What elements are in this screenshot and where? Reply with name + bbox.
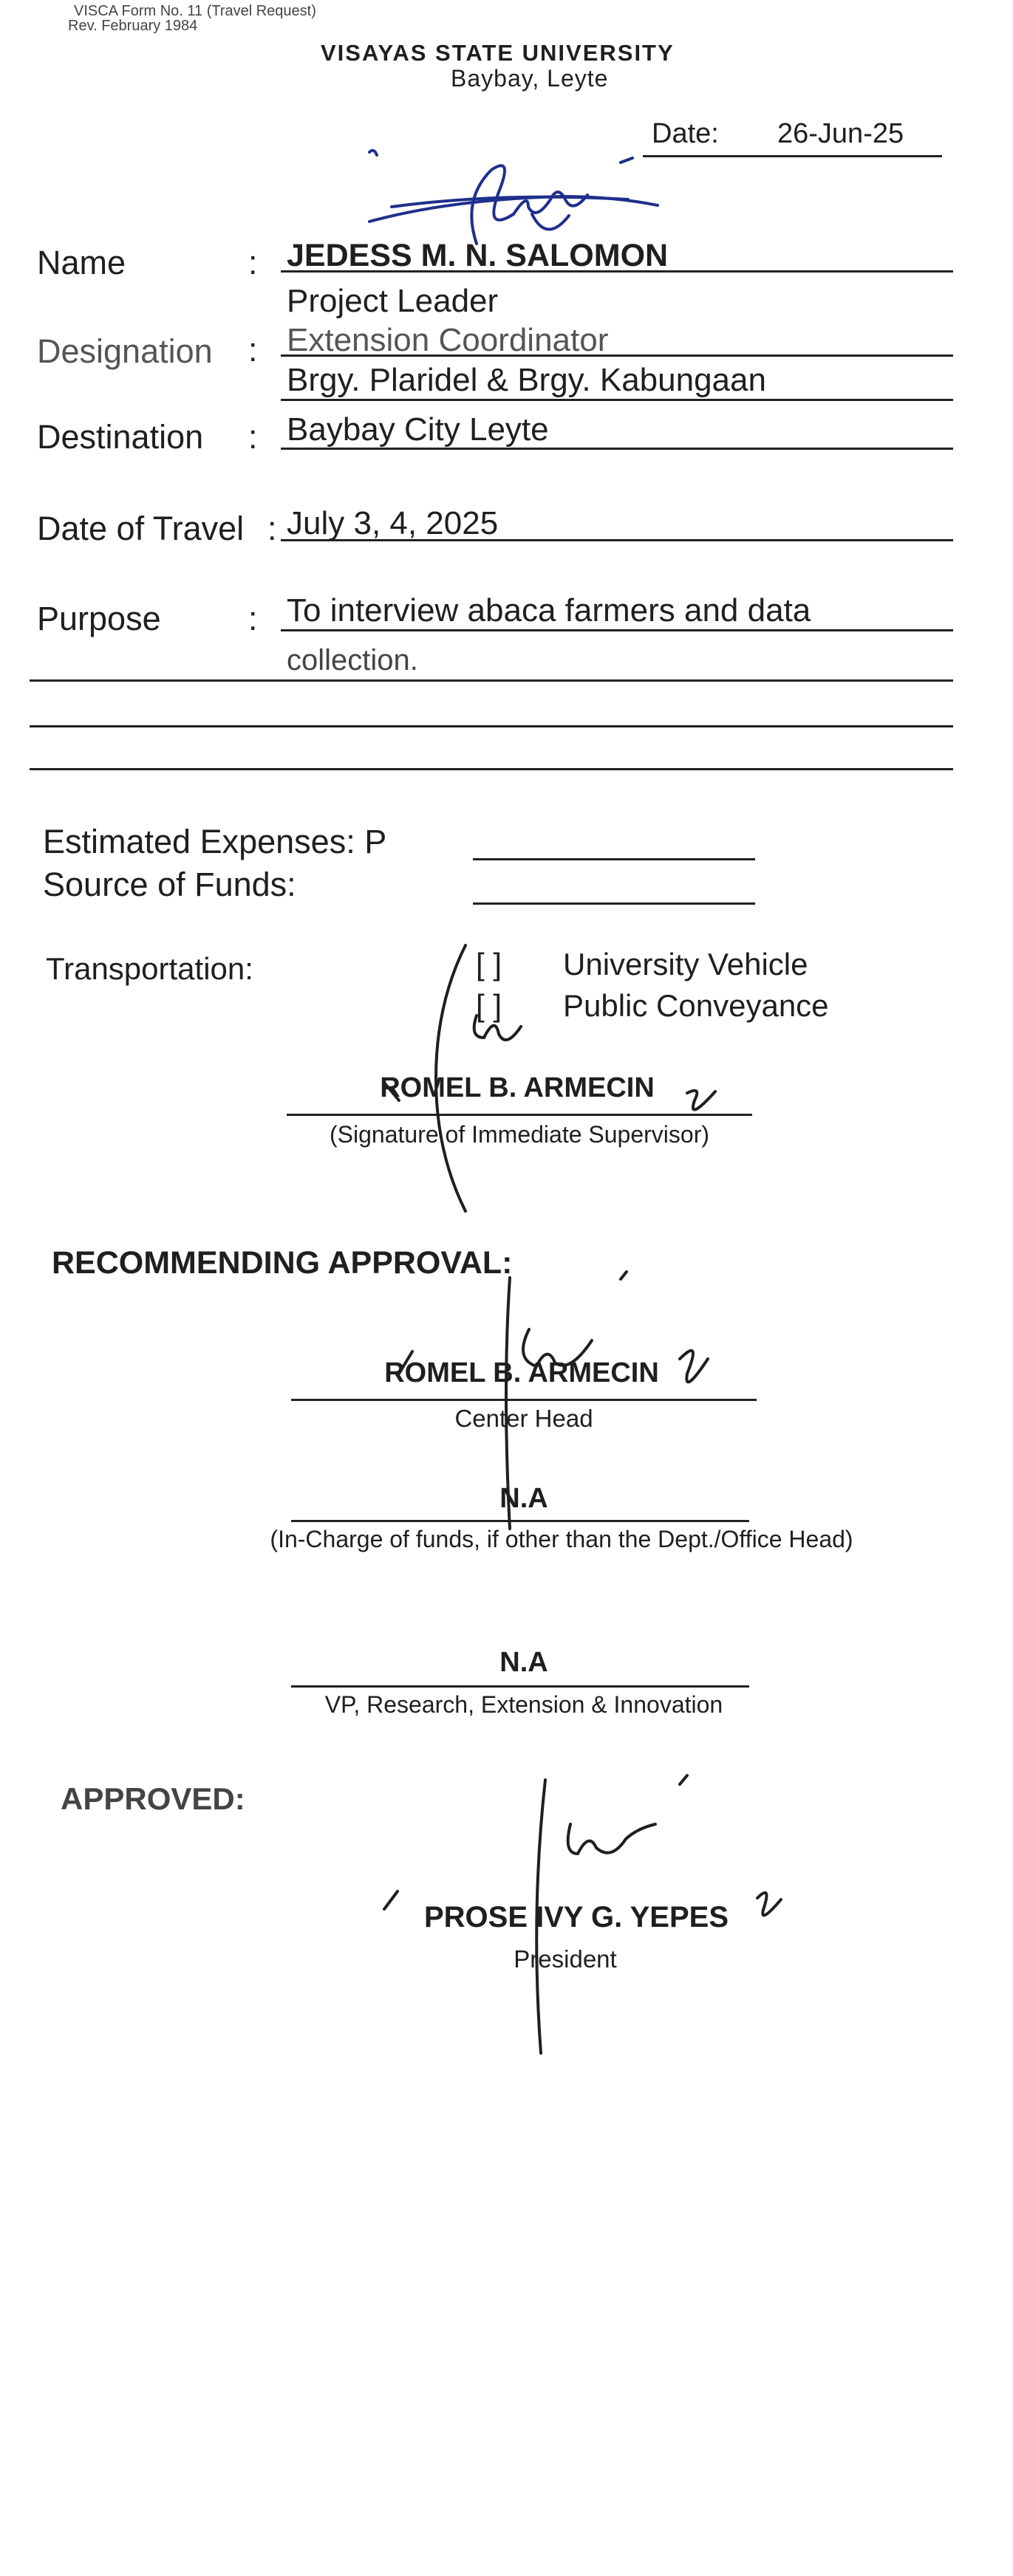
purpose-line-1: To interview abaca farmers and data	[287, 592, 811, 628]
university-vehicle-label: University Vehicle	[563, 947, 808, 982]
president-title: President	[514, 1945, 617, 1973]
purpose-underline-4	[30, 768, 953, 770]
purpose-underline-1	[281, 629, 953, 631]
destination-underline	[281, 448, 953, 450]
destination-line-1-underline	[281, 399, 953, 401]
name-underline	[281, 270, 953, 273]
public-conveyance-label: Public Conveyance	[563, 988, 829, 1023]
travel-date-colon: :	[267, 510, 277, 547]
name-value: JEDESS M. N. SALOMON	[287, 238, 669, 273]
university-name: VISAYAS STATE UNIVERSITY	[321, 40, 675, 66]
purpose-line-2: collection.	[287, 644, 418, 676]
date-label: Date:	[652, 118, 719, 149]
date-value: 26-Jun-25	[777, 118, 904, 149]
supervisor-name: ROMEL B. ARMECIN	[380, 1072, 655, 1103]
designation-label: Designation	[37, 332, 213, 370]
name-colon: :	[248, 244, 258, 281]
traveler-signature	[347, 148, 702, 251]
estimated-expenses-label: Estimated Expenses: P	[43, 823, 387, 860]
center-head-title: Center Head	[454, 1405, 593, 1432]
travel-date-value: July 3, 4, 2025	[287, 505, 499, 541]
travel-date-label: Date of Travel	[37, 510, 245, 547]
supervisor-title: (Signature of Immediate Supervisor)	[330, 1121, 709, 1148]
designation-value: Extension Coordinator	[287, 322, 609, 358]
destination-line-1: Brgy. Plaridel & Brgy. Kabungaan	[287, 362, 766, 398]
supervisor-signature	[369, 931, 783, 1211]
president-name: PROSE IVY G. YEPES	[423, 1901, 729, 1933]
destination-value: Baybay City Leyte	[287, 411, 549, 448]
university-location: Baybay, Leyte	[451, 65, 609, 92]
project-role: Project Leader	[287, 283, 499, 319]
destination-label: Destination	[37, 418, 204, 456]
name-label: Name	[37, 244, 126, 281]
purpose-colon: :	[248, 600, 258, 637]
purpose-underline-2	[30, 679, 953, 682]
funds-incharge-name: N.A	[499, 1483, 548, 1514]
form-code: VISCA Form No. 11 (Travel Request)	[74, 3, 316, 19]
estimated-expenses-line	[473, 858, 755, 860]
designation-colon: :	[248, 331, 258, 369]
vp-signature-line	[291, 1685, 749, 1688]
center-head-name: ROMEL B. ARMECIN	[384, 1357, 659, 1388]
recommending-approval-heading: RECOMMENDING APPROVAL:	[52, 1245, 513, 1281]
travel-date-underline	[281, 539, 953, 541]
source-of-funds-label: Source of Funds:	[43, 866, 296, 903]
university-vehicle-checkbox[interactable]: [ ]	[476, 947, 502, 982]
vp-title: VP, Research, Extension & Innovation	[324, 1691, 723, 1718]
funds-incharge-signature-line	[291, 1520, 749, 1522]
transportation-label: Transportation:	[46, 951, 253, 986]
designation-underline	[281, 354, 953, 357]
source-of-funds-line	[473, 902, 755, 905]
center-head-signature-line	[291, 1399, 757, 1401]
public-conveyance-checkbox[interactable]: [ ]	[476, 988, 502, 1023]
supervisor-signature-line	[287, 1114, 752, 1116]
approved-heading: APPROVED:	[61, 1781, 245, 1816]
funds-incharge-title: (In-Charge of funds, if other than the Dept./Office Head)	[270, 1526, 853, 1552]
purpose-label: Purpose	[37, 600, 161, 637]
destination-colon: :	[248, 418, 258, 456]
purpose-underline-3	[30, 725, 953, 727]
form-revision: Rev. February 1984	[68, 18, 198, 34]
vp-name: N.A	[499, 1647, 548, 1678]
